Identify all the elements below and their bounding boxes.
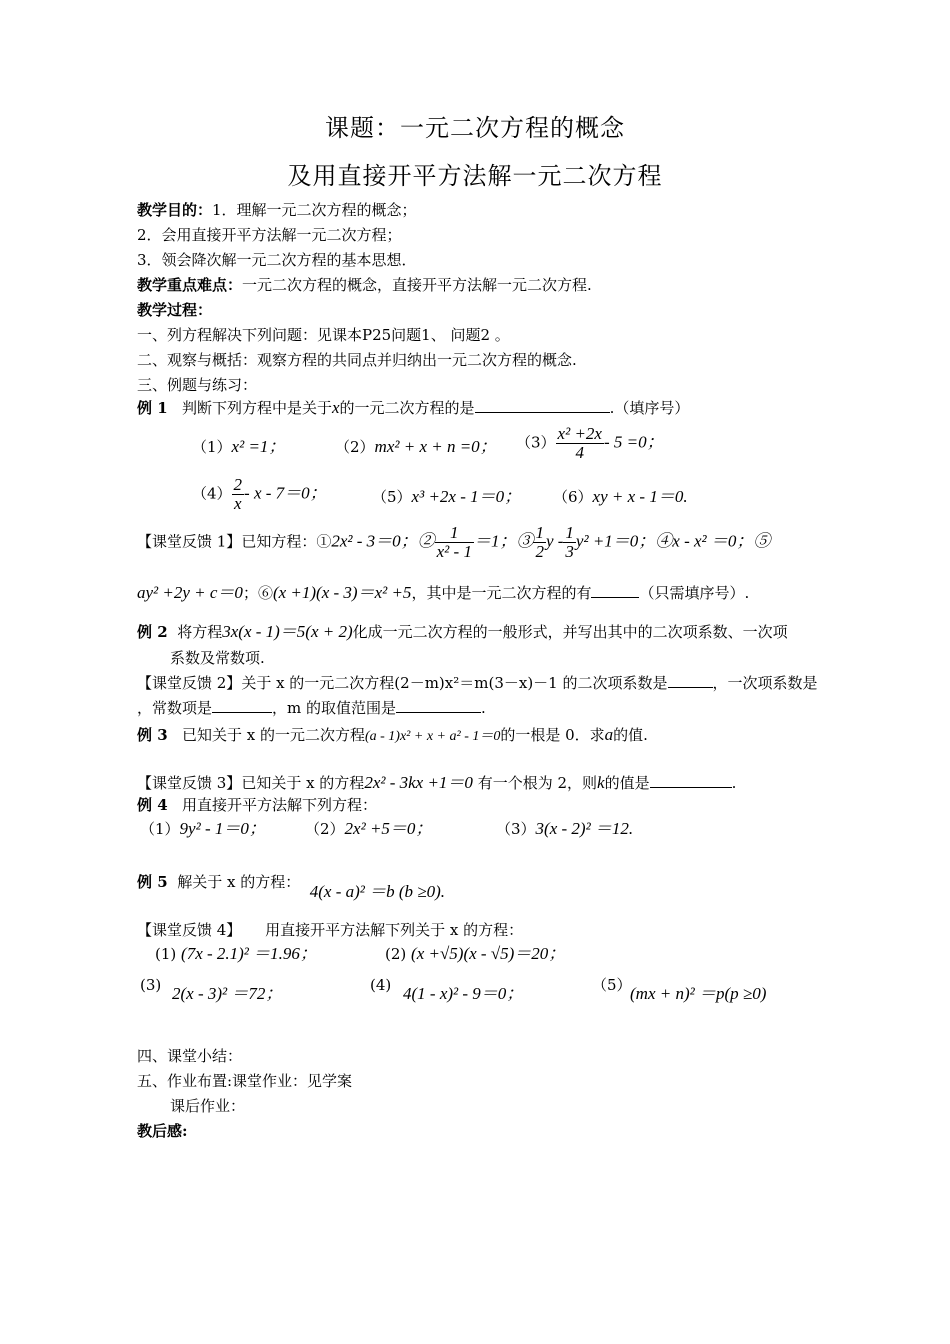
ex1-frac4-den: x (234, 494, 242, 513)
fb1-eq3-tail: y² +1＝0；④ (575, 531, 673, 551)
feedback-3 (137, 773, 736, 793)
fb4-num-1: (1) (155, 945, 177, 963)
fb1-eq1: 2x² - 3＝0；② (331, 531, 435, 551)
fb4-item-3-num: (3) (140, 976, 162, 994)
feedback-2-line-2 (137, 698, 486, 718)
ex1-num-5: （5） (372, 488, 412, 506)
ex1-eq-4: - x - 7＝0； (244, 483, 327, 503)
fb4-eq-3: 2(x - 3)² ＝72； (172, 984, 283, 1003)
ex1-eq-2: mx² + x + n =0； (374, 437, 497, 456)
key-label: 教学重点难点： (137, 276, 243, 294)
fb4-text: 用直接开平方法解下列关于 x 的方程： (265, 921, 524, 939)
process-label: 教学过程： (137, 301, 213, 319)
ex3-text2: 的一根是 0．求 (500, 726, 605, 744)
fb1-frac2-num: 1 (435, 524, 474, 543)
feedback-4 (137, 920, 523, 940)
fb3-eq: 2x² - 3kx +1＝0 (364, 773, 473, 792)
ex3-var: a (604, 725, 614, 744)
fb3-end: . (731, 774, 737, 792)
ex2-label: 例 2 (137, 623, 168, 641)
fb2-text2: ，一次项系数是 (712, 674, 818, 692)
fb2-text4: ，m 的取值范围是 (272, 699, 397, 717)
fb1-frac3b-den: 3 (565, 542, 574, 561)
ex2-text2: 化成一元二次方程的一般形式，并写出其中的二次项系数、一次项 (352, 623, 788, 641)
fb3-label: 【课堂反馈 3】 (137, 774, 242, 792)
ex1-item-1 (192, 437, 285, 457)
section-1: 一、列方程解决下列问题：见课本P25问题1、 问题2 。 (137, 326, 510, 344)
ex1-num-1: （1） (192, 438, 232, 456)
fb3-answer-blank[interactable] (650, 773, 732, 788)
ex1-eq-6: xy + x - 1＝0. (592, 487, 688, 506)
ex5-label: 例 5 (137, 873, 168, 891)
ex1-num-4: （4） (192, 484, 232, 503)
ex2-text: 将方程 (177, 623, 223, 641)
ex3-text3: 的值. (613, 726, 648, 744)
fb1-frac3a-den: 2 (535, 542, 544, 561)
ex4-num-1: （1） (140, 820, 180, 838)
fb2-blank-3[interactable] (396, 698, 481, 713)
fb1-label: 【课堂反馈 1】 (137, 532, 242, 551)
ex1-eq-5: x³ +2x - 1＝0； (411, 487, 522, 506)
example-2-line-1 (137, 622, 788, 642)
feedback-1-line-2 (137, 583, 749, 603)
ex3-text: 已知关于 x 的一元二次方程 (181, 726, 365, 744)
ex1-item-5 (372, 487, 521, 507)
ex1-eq-3: - 5 =0； (603, 432, 664, 452)
section-5-homework: 课后作业： (170, 1097, 246, 1115)
fb1-eq2-tail: ＝1；③ (473, 531, 534, 551)
example-5 (137, 872, 446, 901)
example-1 (137, 398, 689, 418)
ex5-eq: 4(x - a)² ＝b (b ≥0). (309, 882, 446, 901)
ex4-label: 例 4 (137, 796, 168, 814)
fb2-end: . (481, 699, 486, 717)
ex1-tail: .（填序号） (609, 399, 690, 417)
goal-item-3: 3．领会降次解一元二次方程的基本思想． (137, 251, 417, 269)
fb1-fraction-3b (563, 524, 576, 561)
ex1-item-2 (335, 437, 497, 457)
ex1-num-6: （6） (553, 488, 593, 506)
fb1-eq4: x - x² ＝0；⑤ (672, 531, 771, 551)
ex1-num-3: （3） (516, 433, 556, 452)
fb3-var: k (597, 773, 605, 792)
fb4-label: 【课堂反馈 4】 (137, 921, 242, 939)
ex1-item-4 (192, 476, 327, 513)
fb4-item-5-num: （5） (592, 976, 632, 994)
key-points-line (137, 275, 592, 295)
fb1-frac3a-num: 1 (535, 523, 544, 542)
ex3-eq: (a - 1)x² + x + a² - 1＝0 (364, 729, 501, 744)
section-5: 五、作业布置:课堂作业：见学案 (137, 1072, 353, 1090)
ex4-item-2 (305, 819, 432, 839)
fb1-answer-blank[interactable] (591, 583, 639, 598)
example-4 (137, 795, 377, 815)
fb1-eq6: (x +1)(x - 3)＝x² +5 (272, 583, 412, 602)
fb4-item-4-num: (4) (370, 976, 392, 994)
ex1-label: 例 1 (137, 399, 168, 417)
fb1-fraction-3a (533, 524, 546, 561)
ex4-text: 用直接开平方法解下列方程： (181, 796, 377, 814)
title-line-2: 及用直接开平方法解一元二次方程 (287, 162, 663, 190)
ex3-label: 例 3 (137, 726, 168, 744)
ex2-eq: 3x(x - 1)＝5(x + 2) (222, 622, 353, 641)
fb3-text2: 有一个根为 2，则 (477, 774, 598, 792)
fb1-frac2-den: x² - 1 (436, 542, 472, 561)
fb4-item-2 (385, 944, 565, 964)
ex1-frac3-num: x² +2x (557, 424, 602, 443)
fb4-item-1 (155, 944, 317, 964)
goal-item-1: 1．理解一元二次方程的概念； (212, 201, 417, 219)
ex1-frac4-num: 2 (233, 475, 243, 494)
fb1-text: 已知方程：① (241, 532, 332, 551)
ex1-text: 判断下列方程中是关于 (181, 399, 332, 417)
ex1-item-3 (516, 425, 664, 462)
fb2-text3: ，常数项是 (137, 699, 213, 717)
title-line-1: 课题：一元二次方程的概念 (325, 114, 625, 142)
ex1-item-6 (553, 487, 688, 507)
fb1-fraction-2 (435, 524, 474, 561)
fb4-eq-1: (7x - 2.1)² ＝1.96； (181, 944, 317, 963)
ex5-text: 解关于 x 的方程： (177, 873, 301, 891)
fb2-text: 关于 x 的一元二次方程(2－m)x²＝m(3－x)－1 的二次项系数是 (241, 674, 668, 692)
ex1-text2: 的一元二次方程的是 (339, 399, 475, 417)
goal-label: 教学目的： (137, 201, 213, 219)
ex1-num-2: （2） (335, 438, 375, 456)
fb3-text3: 的值是 (604, 774, 650, 792)
ex4-eq-3: 3(x - 2)² ＝12. (535, 819, 634, 838)
feedback-1-line-1 (137, 524, 770, 561)
fb1-eq6-label: ；⑥ (242, 584, 273, 602)
section-2: 二、观察与概括：观察方程的共同点并归纳出一元二次方程的概念. (137, 351, 577, 369)
fb2-blank-2[interactable] (212, 698, 272, 713)
fb4-eq-2: (x +√5)(x - √5)＝20； (411, 944, 566, 963)
fb2-label: 【课堂反馈 2】 (137, 674, 242, 692)
section-4: 四、课堂小结： (137, 1047, 243, 1065)
example-3 (137, 725, 648, 747)
ex4-item-3 (496, 819, 633, 839)
goal-item-2: 2．会用直接开平方法解一元二次方程； (137, 226, 402, 244)
ex1-eq-1: x² =1； (231, 437, 286, 456)
fb1-frac3b-num: 1 (565, 523, 574, 542)
ex4-num-2: （2） (305, 820, 345, 838)
ex1-var: x (332, 398, 340, 417)
example-2-line-2: 系数及常数项. (170, 649, 265, 667)
ex4-eq-2: 2x² +5＝0； (344, 819, 433, 838)
fb3-text: 已知关于 x 的方程 (241, 774, 365, 792)
fb1-eq5: ay² +2y + c＝0 (137, 583, 243, 602)
ex1-answer-blank[interactable] (475, 398, 610, 413)
goal-line-1 (137, 200, 417, 220)
fb2-blank-1[interactable] (668, 673, 713, 688)
feedback-2-line-1 (137, 673, 818, 693)
ex4-eq-1: 9y² - 1＝0； (179, 819, 266, 838)
fb1-eq3-mid: y - (545, 531, 564, 551)
ex4-item-1 (140, 819, 266, 839)
fb4-eq-5: (mx + n)² ＝p(p ≥0) (630, 984, 767, 1003)
ex4-num-3: （3） (496, 820, 536, 838)
fb1-tail: ，其中是一元二次方程的有 (411, 584, 592, 602)
key-text: 一元二次方程的概念，直接开平方法解一元二次方程. (242, 276, 592, 294)
ex1-fraction-3 (556, 425, 604, 462)
after-class-notes-label: 教后感: (137, 1122, 188, 1140)
fb4-num-2: (2) (385, 945, 407, 963)
ex1-frac3-den: 4 (575, 443, 584, 462)
fb1-tail2: （只需填序号）. (639, 584, 750, 602)
ex1-fraction-4 (232, 476, 245, 513)
fb4-eq-4: 4(1 - x)² - 9＝0； (403, 984, 524, 1003)
section-3: 三、例题与练习： (137, 376, 258, 394)
